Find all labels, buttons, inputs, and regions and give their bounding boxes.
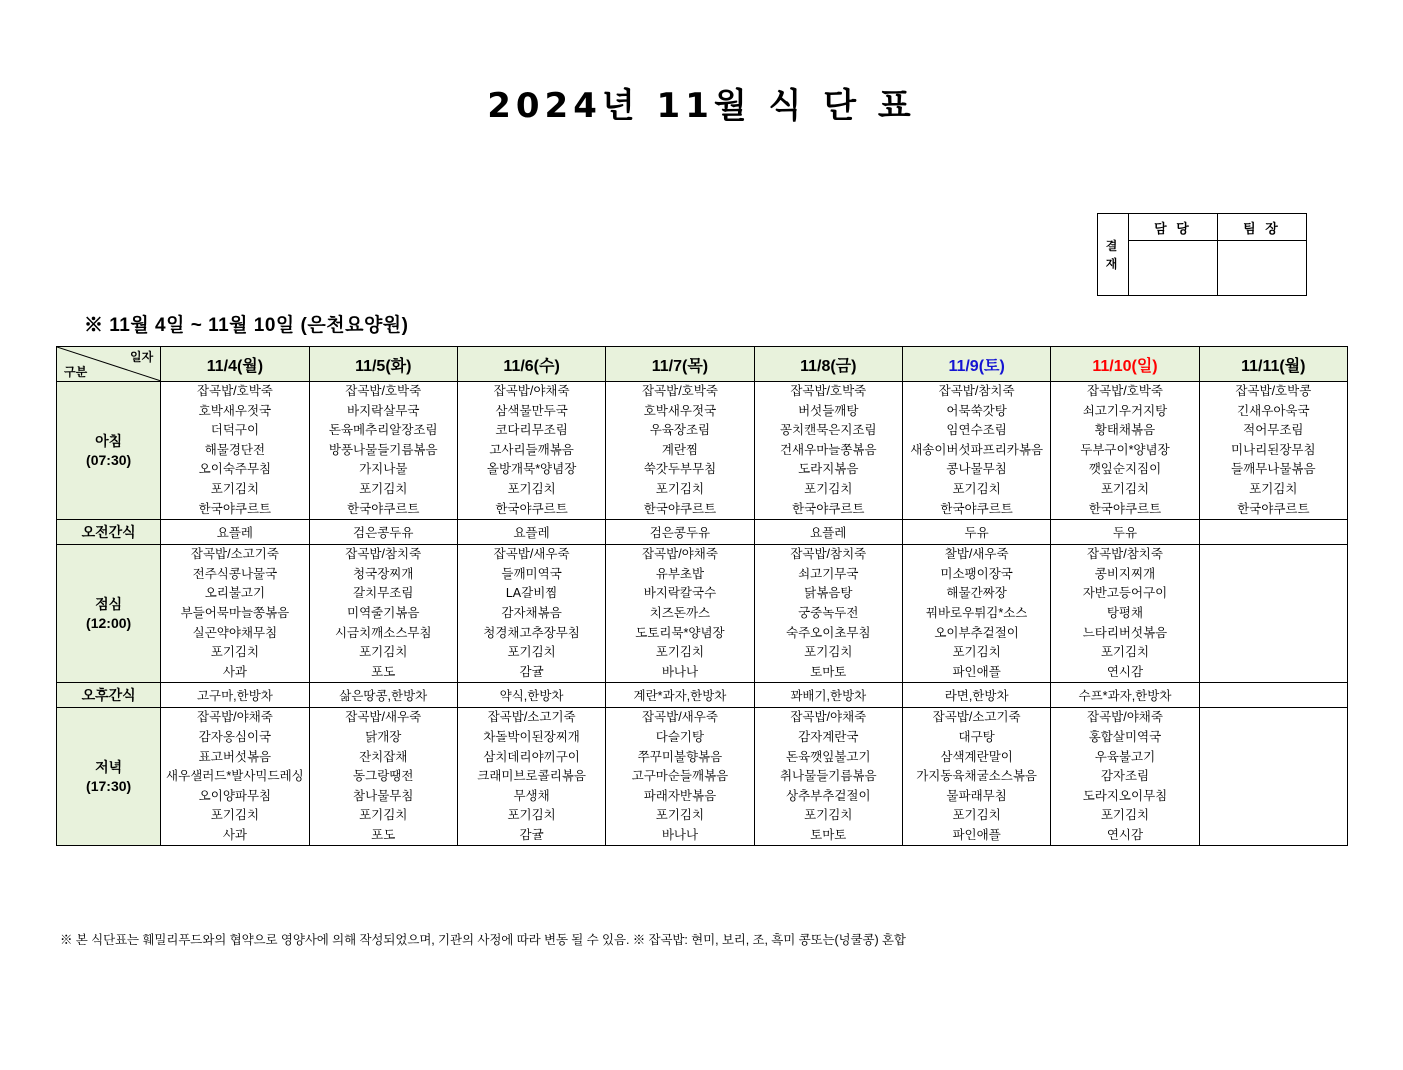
day-header-4: 11/8(금) — [754, 347, 902, 382]
row-label-breakfast-time: (07:30) — [86, 451, 132, 468]
weekly-menu-table — [56, 346, 1348, 846]
cell-breakfast-1: 잡곡밥/호박죽 바지락살무국 돈육메추리알장조림 방풍나물들기름볶음 가지나물 포기김치 한국야쿠르트 — [309, 382, 457, 520]
cell-lunch-2: 잡곡밥/새우죽 들깨미역국 LA갈비찜 감자채볶음 청경채고추장무침 포기김치 감귤 — [457, 545, 605, 683]
approval-header-teamlead: 팀 장 — [1218, 214, 1307, 241]
day-header-7: 11/11(월) — [1199, 347, 1347, 382]
week-range-note: ※ 11월 4일 ~ 11월 10일 (은천요양원) — [84, 315, 409, 336]
cell-dinner-5: 잡곡밥/소고기죽 대구탕 삼색계란말이 가지동육채굴소스볶음 물파래무침 포기김치 파인애플 — [902, 708, 1050, 846]
cell-lunch-4: 잡곡밥/참치죽 쇠고기무국 닭볶음탕 궁중녹두전 숙주오이초무침 포기김치 토마토 — [754, 545, 902, 683]
table-row — [57, 545, 1348, 683]
table-row — [57, 520, 1348, 545]
cell-morning-snack-6: 두유 — [1051, 520, 1199, 545]
cell-dinner-1: 잡곡밥/새우죽 닭개장 잔치잡채 동그랑땡전 참나물무침 포기김치 포도 — [309, 708, 457, 846]
table-row — [57, 683, 1348, 708]
row-label-dinner — [57, 708, 161, 846]
cell-breakfast-4: 잡곡밥/호박죽 버섯들깨탕 꽁치캔묵은지조림 건새우마늘쫑볶음 도라지볶음 포기김치 한국야쿠르트 — [754, 382, 902, 520]
cell-morning-snack-7 — [1199, 520, 1347, 545]
cell-dinner-6: 잡곡밥/야채죽 홍합살미역국 우육불고기 감자조림 도라지오이무침 포기김치 연시감 — [1051, 708, 1199, 846]
day-header-3: 11/7(목) — [606, 347, 754, 382]
cell-morning-snack-2: 요플레 — [457, 520, 605, 545]
cell-breakfast-3: 잡곡밥/호박죽 호박새우젓국 우육장조림 계란찜 쑥갓두부무침 포기김치 한국야쿠르트 — [606, 382, 754, 520]
row-label-lunch-time: (12:00) — [86, 614, 132, 631]
cell-dinner-7 — [1199, 708, 1347, 846]
cell-dinner-2: 잡곡밥/소고기죽 차돌박이된장찌개 삼치데리야끼구이 크래미브로콜리볶음 무생채 포기김치 감귤 — [457, 708, 605, 846]
row-label-dinner-name: 저녁 — [95, 758, 123, 775]
cell-morning-snack-4: 요플레 — [754, 520, 902, 545]
row-label-morning-snack: 오전간식 — [57, 520, 161, 545]
cell-lunch-6: 잡곡밥/참치죽 콩비지찌개 자반고등어구이 탕평채 느타리버섯볶음 포기김치 연시감 — [1051, 545, 1199, 683]
table-corner-header — [57, 347, 161, 382]
approval-box — [1097, 213, 1307, 296]
row-label-breakfast — [57, 382, 161, 520]
cell-dinner-4: 잡곡밥/야채죽 감자계란국 돈육깻잎불고기 취나물들기름볶음 상추부추겉절이 포기김치 토마토 — [754, 708, 902, 846]
cell-afternoon-snack-7 — [1199, 683, 1347, 708]
corner-date-label: 일자 — [130, 350, 154, 364]
cell-morning-snack-3: 검은콩두유 — [606, 520, 754, 545]
row-label-dinner-time: (17:30) — [86, 777, 132, 794]
cell-breakfast-0: 잡곡밥/호박죽 호박새우젓국 더덕구이 해물경단전 오이숙주무침 포기김치 한국야쿠르트 — [161, 382, 309, 520]
menu-document-page — [0, 78, 1403, 1070]
table-row — [57, 382, 1348, 520]
cell-afternoon-snack-4: 꽈배기,한방차 — [754, 683, 902, 708]
cell-lunch-7 — [1199, 545, 1347, 683]
cell-afternoon-snack-3: 계란*과자,한방차 — [606, 683, 754, 708]
cell-lunch-3: 잡곡밥/야채죽 유부초밥 바지락칼국수 치즈돈까스 도토리묵*양념장 포기김치 바나나 — [606, 545, 754, 683]
cell-dinner-3: 잡곡밥/새우죽 다슬기탕 쭈꾸미불향볶음 고구마순들깨볶음 파래자반볶음 포기김치 바나나 — [606, 708, 754, 846]
day-header-6: 11/10(일) — [1051, 347, 1199, 382]
cell-afternoon-snack-0: 고구마,한방차 — [161, 683, 309, 708]
table-row — [57, 708, 1348, 846]
cell-afternoon-snack-6: 수프*과자,한방차 — [1051, 683, 1199, 708]
cell-dinner-0: 잡곡밥/야채죽 감자옹심이국 표고버섯볶음 새우샐러드*발사믹드레싱 오이양파무침 포기김치 사과 — [161, 708, 309, 846]
cell-breakfast-2: 잡곡밥/야채죽 삼색물만두국 코다리무조림 고사리들깨볶음 올방개묵*양념장 포기김치 한국야쿠르트 — [457, 382, 605, 520]
approval-label: 결 재 — [1098, 214, 1129, 296]
cell-breakfast-7: 잡곡밥/호박콩 긴새우아욱국 적어무조림 미나리된장무침 들깨무나물볶음 포기김치 한국야쿠르트 — [1199, 382, 1347, 520]
cell-afternoon-snack-5: 라면,한방차 — [902, 683, 1050, 708]
corner-division-label: 구분 — [64, 365, 88, 379]
cell-breakfast-5: 잡곡밥/참치죽 어묵쑥갓탕 임연수조림 새송이버섯파프리카볶음 콩나물무침 포기김치 한국야쿠르트 — [902, 382, 1050, 520]
cell-morning-snack-1: 검은콩두유 — [309, 520, 457, 545]
cell-morning-snack-0: 요플레 — [161, 520, 309, 545]
approval-signature-manager[interactable] — [1129, 241, 1218, 296]
cell-lunch-0: 잡곡밥/소고기죽 전주식콩나물국 오리불고기 부들어묵마늘쫑볶음 실곤약야채무침 포기김치 사과 — [161, 545, 309, 683]
cell-breakfast-6: 잡곡밥/호박죽 쇠고기우거지탕 황태채볶음 두부구이*양념장 깻잎순지짐이 포기김치 한국야쿠르트 — [1051, 382, 1199, 520]
day-header-5: 11/9(토) — [902, 347, 1050, 382]
footnote: ※ 본 식단표는 훼밀리푸드와의 협약으로 영양사에 의해 작성되었으며, 기관의 사정에 따라 변동 될 수 있음. ※ 잡곡밥: 현미, 보리, 조, 흑미 콩또는(넝쿨콩) 혼합 — [60, 933, 906, 947]
cell-afternoon-snack-1: 삶은땅콩,한방차 — [309, 683, 457, 708]
row-label-breakfast-name: 아침 — [95, 432, 123, 449]
page-title: 2024년 11월 식 단 표 — [487, 86, 916, 126]
row-label-afternoon-snack: 오후간식 — [57, 683, 161, 708]
day-header-0: 11/4(월) — [161, 347, 309, 382]
approval-signature-teamlead[interactable] — [1218, 241, 1307, 296]
cell-lunch-5: 찰밥/새우죽 미소팽이장국 해물간짜장 꿔바로우튀김*소스 오이부추겉절이 포기김치 파인애플 — [902, 545, 1050, 683]
cell-morning-snack-5: 두유 — [902, 520, 1050, 545]
row-label-lunch — [57, 545, 161, 683]
approval-header-manager: 담 당 — [1129, 214, 1218, 241]
day-header-2: 11/6(수) — [457, 347, 605, 382]
cell-afternoon-snack-2: 약식,한방차 — [457, 683, 605, 708]
day-header-1: 11/5(화) — [309, 347, 457, 382]
row-label-lunch-name: 점심 — [95, 595, 123, 612]
cell-lunch-1: 잡곡밥/참치죽 청국장찌개 갈치무조림 미역줄기볶음 시금치깨소스무침 포기김치 포도 — [309, 545, 457, 683]
